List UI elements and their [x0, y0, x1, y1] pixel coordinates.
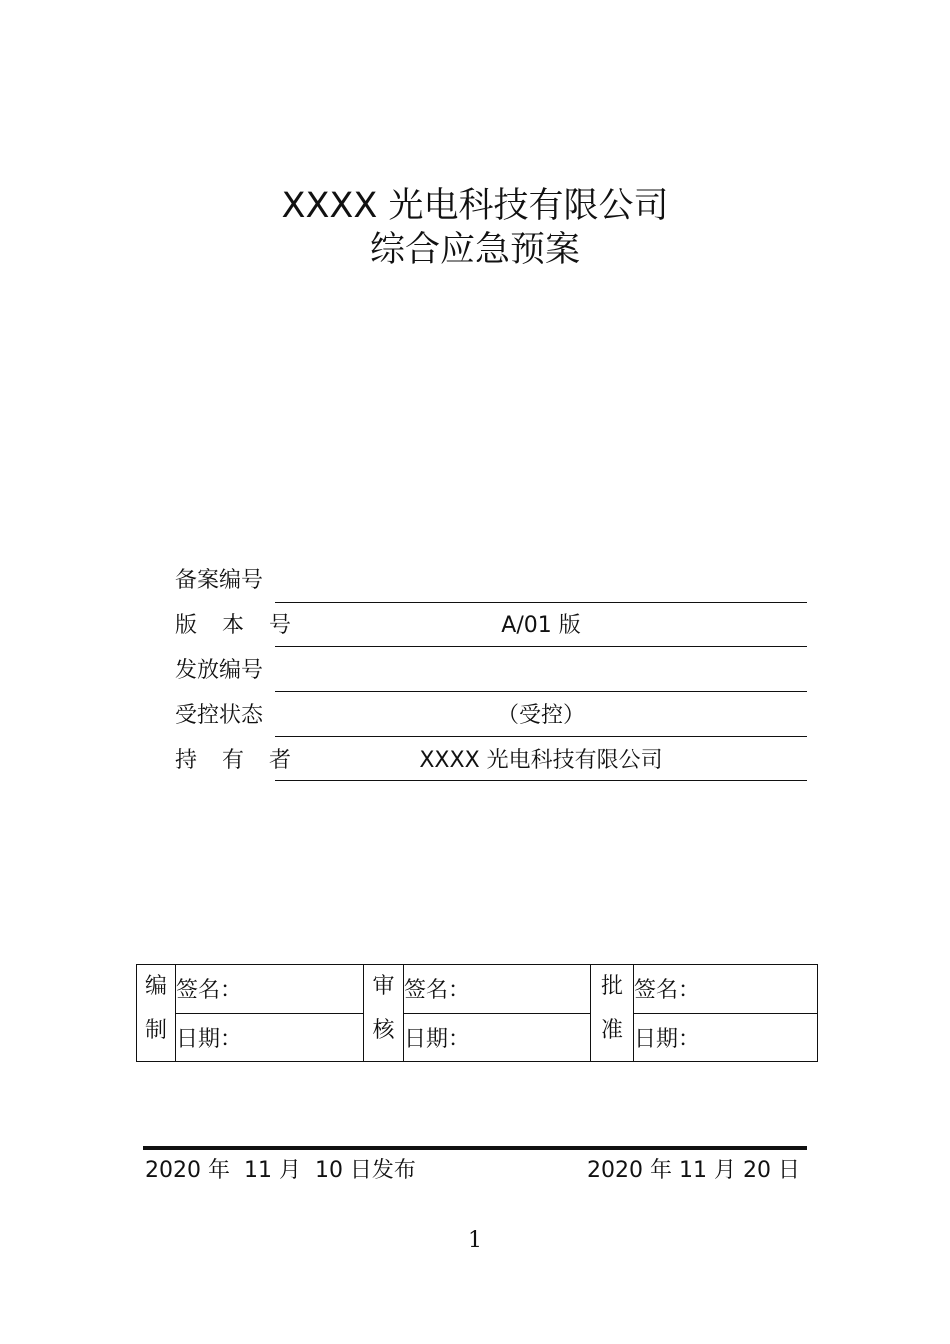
review-role-top: 审 — [372, 974, 395, 999]
approve-role-bottom: 准 — [600, 1018, 623, 1043]
footer-divider — [143, 1146, 807, 1150]
publish-date: 2020 年 11 月 10 日发布 — [145, 1158, 416, 1183]
compile-date-field: 日期： — [176, 1013, 364, 1062]
version-value: A/01 版 — [501, 613, 581, 638]
control-status-label: 受控状态 — [175, 703, 264, 728]
signoff-table — [136, 964, 818, 1062]
control-status-value: （受控） — [496, 703, 585, 728]
holder-value: XXXX 光电科技有限公司 — [419, 748, 663, 773]
compile-signature-field: 签名： — [176, 965, 364, 1014]
approve-role-top: 批 — [600, 974, 623, 999]
page-number: 1 — [468, 1228, 482, 1253]
holder-line — [275, 780, 807, 781]
review-role-cell — [364, 965, 404, 1062]
approve-signature-field: 签名： — [634, 965, 818, 1014]
review-date-field: 日期： — [404, 1013, 591, 1062]
compile-role-cell — [137, 965, 176, 1062]
document-title: XXXX 光电科技有限公司 — [281, 186, 669, 226]
approve-date-field: 日期： — [634, 1013, 818, 1062]
approve-role-cell — [591, 965, 634, 1062]
document-subtitle: 综合应急预案 — [369, 230, 580, 270]
filing-number-line — [275, 602, 807, 603]
version-label: 版 本 号 — [175, 613, 300, 638]
review-signature-field: 签名： — [404, 965, 591, 1014]
compile-role-top: 编 — [144, 974, 167, 999]
distribution-number-line — [275, 691, 807, 692]
distribution-number-label: 发放编号 — [175, 658, 264, 683]
review-role-bottom: 核 — [372, 1018, 395, 1043]
effective-date: 2020 年 11 月 20 日 — [587, 1158, 800, 1183]
control-status-line — [275, 736, 807, 737]
version-line — [275, 646, 807, 647]
filing-number-label: 备案编号 — [175, 568, 264, 593]
compile-role-bottom: 制 — [144, 1018, 167, 1043]
holder-label: 持 有 者 — [175, 748, 300, 773]
